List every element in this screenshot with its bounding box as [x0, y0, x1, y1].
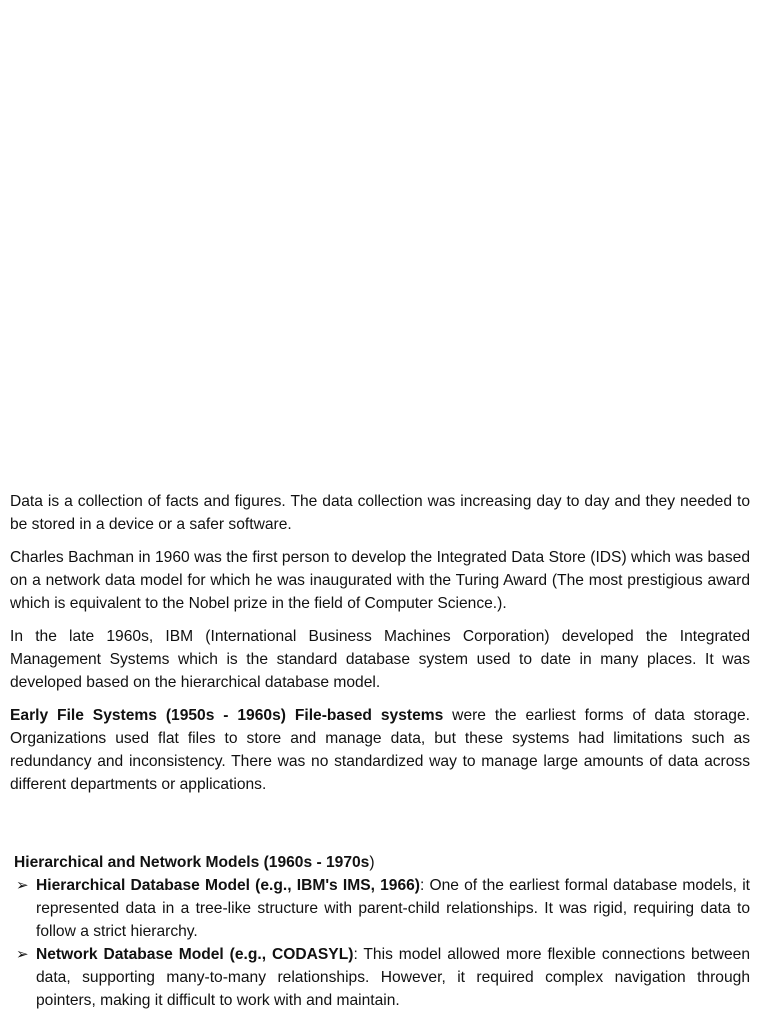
arrow-bullet-icon: ➢	[16, 877, 29, 894]
paragraph-text: were the earliest forms of data storage. Organizations used flat files to store and manage data, but these systems had limitations such as redundancy and inconsistency. There was no standardized way to manage large amounts of data across different departments or applications.	[10, 707, 750, 793]
arrow-bullet-icon: ➢	[16, 946, 29, 963]
paragraph-bold-lead: Early File Systems (1950s - 1960s) File-based systems	[10, 707, 444, 724]
section-heading-text: Hierarchical and Network Models (1960s - 1970s	[14, 854, 370, 871]
list-item-bold: Hierarchical Database Model (e.g., IBM's IMS, 1966)	[36, 877, 420, 894]
list-item-bold: Network Database Model (e.g., CODASYL)	[36, 946, 354, 963]
paragraph-charles-bachman	[10, 546, 750, 615]
list-item-text: : One of the earliest formal database models, it represented data in a tree-like structure with parent-child relationships. It was rigid, requiring data to follow a strict hierarchy.	[36, 877, 750, 940]
document-body	[10, 490, 750, 1012]
blank-area	[0, 0, 768, 488]
paragraph-ibm	[10, 625, 750, 694]
paragraph-text: Charles Bachman in 1960 was the first person to develop the Integrated Data Store (IDS) which was based on a network data model for which he was inaugurated with the Turing Award (The most prestigious award which is equivalent to the Nobel prize in the field of Computer Science.).	[10, 549, 750, 612]
list-item	[10, 943, 750, 1012]
bullet-list	[10, 874, 750, 1012]
paragraph-early-file-systems	[10, 704, 750, 796]
section-heading	[14, 851, 750, 874]
paragraph-data-definition	[10, 490, 750, 536]
paragraph-text: In the late 1960s, IBM (International Business Machines Corporation) developed the Integrated Management Systems which is the standard database system used to date in many places. It was developed based on the hierarchical database model.	[10, 628, 750, 691]
paragraph-text: Data is a collection of facts and figures. The data collection was increasing day to day and they needed to be stored in a device or a safer software.	[10, 493, 750, 533]
section-heading-close: )	[369, 854, 375, 871]
list-item-text: : This model allowed more flexible connections between data, supporting many-to-many relationships. However, it required complex navigation through pointers, making it difficult to work with and maintain.	[36, 946, 751, 1009]
list-item	[10, 874, 750, 943]
